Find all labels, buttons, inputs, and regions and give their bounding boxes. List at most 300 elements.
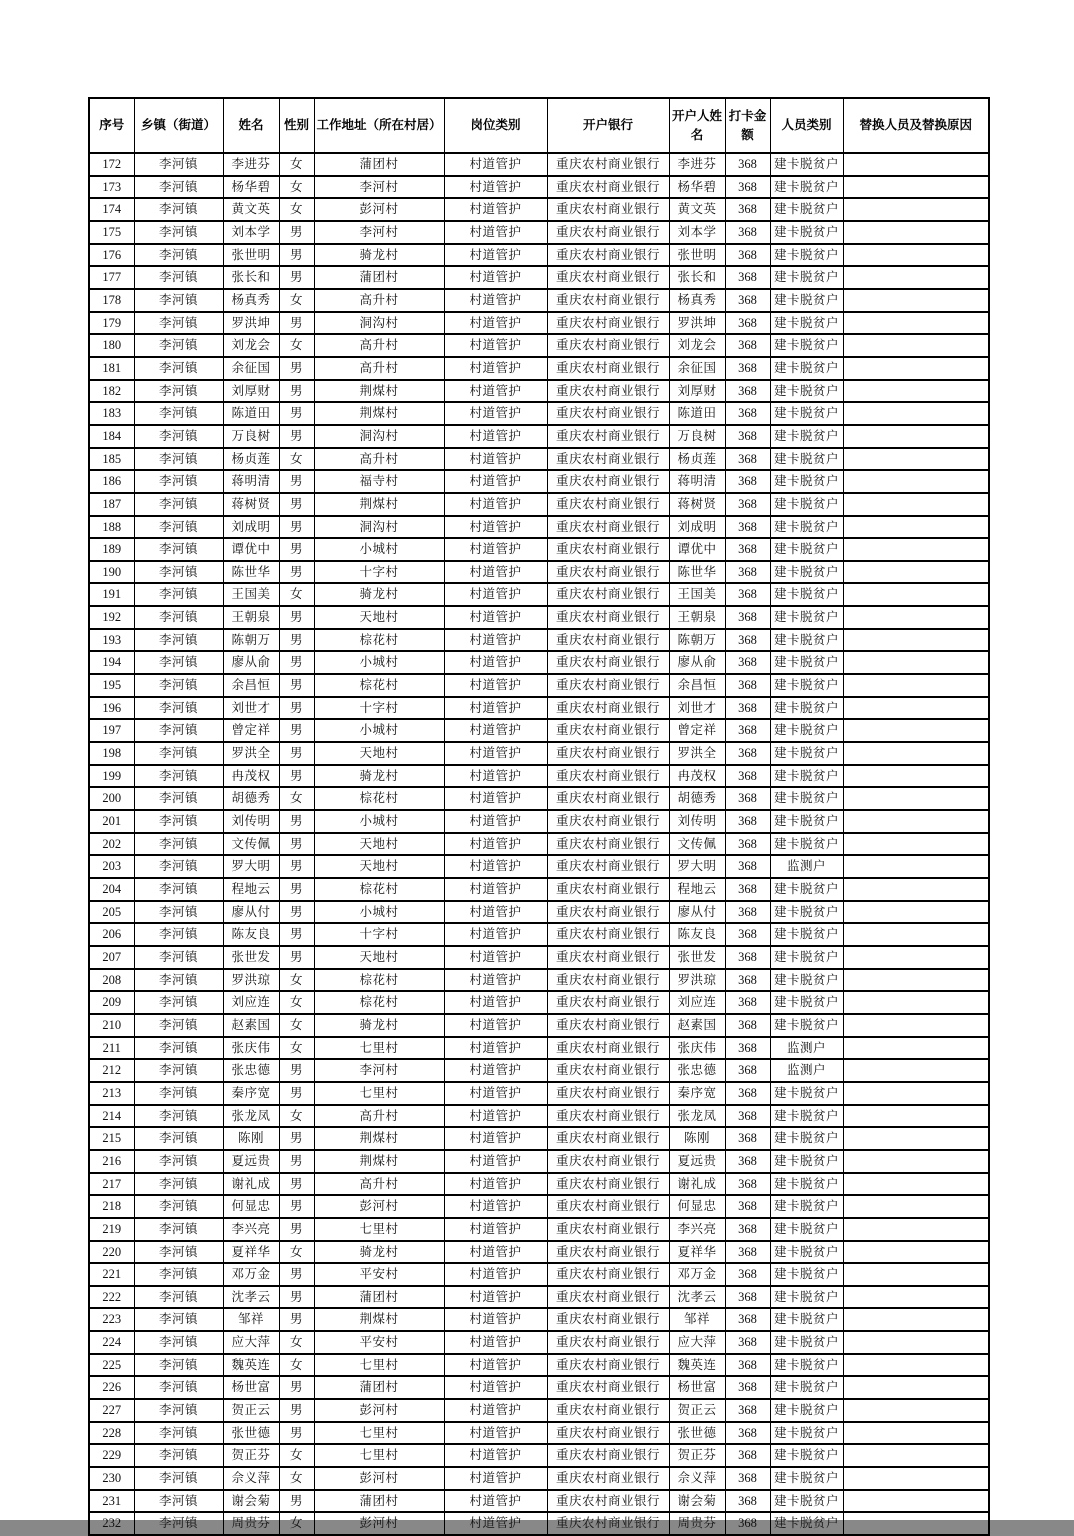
cell-village: 七里村 — [314, 1037, 444, 1060]
table-row — [89, 176, 989, 199]
cell-amount: 368 — [725, 516, 770, 539]
table-row — [89, 1037, 989, 1060]
cell-town: 李河镇 — [134, 1422, 223, 1445]
roster-table-grid — [88, 97, 990, 1536]
cell-bank: 重庆农村商业银行 — [547, 1014, 669, 1037]
cell-category: 建卡脱贫户 — [770, 697, 843, 720]
cell-town: 李河镇 — [134, 244, 223, 267]
table-row — [89, 1354, 989, 1377]
table-row — [89, 516, 989, 539]
cell-seq: 189 — [89, 538, 134, 561]
cell-village: 彭河村 — [314, 1512, 444, 1535]
cell-seq: 183 — [89, 402, 134, 425]
cell-gender: 男 — [279, 855, 314, 878]
table-row — [89, 946, 989, 969]
cell-name: 魏英连 — [223, 1354, 279, 1377]
cell-post-type: 村道管护 — [444, 1195, 547, 1218]
cell-seq: 215 — [89, 1127, 134, 1150]
cell-bank: 重庆农村商业银行 — [547, 1082, 669, 1105]
cell-town: 李河镇 — [134, 312, 223, 335]
table-row — [89, 1376, 989, 1399]
cell-town: 李河镇 — [134, 719, 223, 742]
cell-bank: 重庆农村商业银行 — [547, 1173, 669, 1196]
cell-village: 蒲团村 — [314, 153, 444, 176]
cell-post-type: 村道管护 — [444, 1444, 547, 1467]
cell-replacement — [843, 719, 989, 742]
cell-post-type: 村道管护 — [444, 1490, 547, 1513]
cell-account-name: 余昌恒 — [669, 674, 725, 697]
cell-bank: 重庆农村商业银行 — [547, 266, 669, 289]
cell-bank: 重庆农村商业银行 — [547, 1308, 669, 1331]
table-row — [89, 425, 989, 448]
cell-seq: 212 — [89, 1059, 134, 1082]
table-row — [89, 470, 989, 493]
cell-village: 荆煤村 — [314, 1150, 444, 1173]
table-row — [89, 1422, 989, 1445]
cell-bank: 重庆农村商业银行 — [547, 334, 669, 357]
cell-town: 李河镇 — [134, 923, 223, 946]
cell-post-type: 村道管护 — [444, 561, 547, 584]
cell-town: 李河镇 — [134, 855, 223, 878]
cell-seq: 197 — [89, 719, 134, 742]
cell-gender: 男 — [279, 493, 314, 516]
cell-name: 佘义萍 — [223, 1467, 279, 1490]
table-row — [89, 493, 989, 516]
table-row — [89, 583, 989, 606]
cell-post-type: 村道管护 — [444, 810, 547, 833]
cell-village: 平安村 — [314, 1331, 444, 1354]
cell-name: 秦序宽 — [223, 1082, 279, 1105]
cell-name: 应大萍 — [223, 1331, 279, 1354]
cell-amount: 368 — [725, 697, 770, 720]
cell-seq: 203 — [89, 855, 134, 878]
cell-replacement — [843, 266, 989, 289]
column-header-gender: 性别 — [279, 98, 314, 153]
table-row — [89, 674, 989, 697]
cell-account-name: 魏英连 — [669, 1354, 725, 1377]
cell-post-type: 村道管护 — [444, 923, 547, 946]
cell-town: 李河镇 — [134, 1376, 223, 1399]
cell-town: 李河镇 — [134, 606, 223, 629]
cell-village: 棕花村 — [314, 878, 444, 901]
cell-name: 周贵芬 — [223, 1512, 279, 1535]
cell-bank: 重庆农村商业银行 — [547, 1467, 669, 1490]
cell-bank: 重庆农村商业银行 — [547, 1444, 669, 1467]
cell-town: 李河镇 — [134, 969, 223, 992]
cell-seq: 210 — [89, 1014, 134, 1037]
cell-name: 王国美 — [223, 583, 279, 606]
cell-name: 王朝泉 — [223, 606, 279, 629]
cell-seq: 198 — [89, 742, 134, 765]
cell-amount: 368 — [725, 1331, 770, 1354]
cell-account-name: 贺正芬 — [669, 1444, 725, 1467]
cell-seq: 208 — [89, 969, 134, 992]
cell-name: 陈道田 — [223, 402, 279, 425]
cell-seq: 228 — [89, 1422, 134, 1445]
cell-post-type: 村道管护 — [444, 855, 547, 878]
cell-village: 骑龙村 — [314, 1241, 444, 1264]
cell-category: 建卡脱贫户 — [770, 651, 843, 674]
cell-village: 骑龙村 — [314, 244, 444, 267]
cell-replacement — [843, 787, 989, 810]
cell-gender: 男 — [279, 538, 314, 561]
cell-village: 天地村 — [314, 946, 444, 969]
table-row — [89, 1308, 989, 1331]
cell-category: 建卡脱贫户 — [770, 1241, 843, 1264]
cell-name: 刘应连 — [223, 991, 279, 1014]
cell-post-type: 村道管护 — [444, 787, 547, 810]
cell-village: 小城村 — [314, 810, 444, 833]
cell-bank: 重庆农村商业银行 — [547, 221, 669, 244]
cell-post-type: 村道管护 — [444, 606, 547, 629]
cell-amount: 368 — [725, 1173, 770, 1196]
cell-account-name: 李兴亮 — [669, 1218, 725, 1241]
cell-amount: 368 — [725, 198, 770, 221]
cell-post-type: 村道管护 — [444, 176, 547, 199]
cell-account-name: 胡德秀 — [669, 787, 725, 810]
cell-name: 杨贞莲 — [223, 448, 279, 471]
cell-seq: 179 — [89, 312, 134, 335]
cell-replacement — [843, 312, 989, 335]
roster-table-body — [89, 153, 989, 1535]
cell-gender: 男 — [279, 946, 314, 969]
cell-account-name: 杨真秀 — [669, 289, 725, 312]
cell-account-name: 罗洪全 — [669, 742, 725, 765]
cell-amount: 368 — [725, 380, 770, 403]
cell-gender: 男 — [279, 470, 314, 493]
cell-town: 李河镇 — [134, 1354, 223, 1377]
cell-gender: 男 — [279, 516, 314, 539]
table-row — [89, 923, 989, 946]
cell-amount: 368 — [725, 1037, 770, 1060]
table-row — [89, 1399, 989, 1422]
cell-account-name: 杨世富 — [669, 1376, 725, 1399]
cell-amount: 368 — [725, 1512, 770, 1535]
cell-amount: 368 — [725, 312, 770, 335]
cell-amount: 368 — [725, 493, 770, 516]
cell-gender: 男 — [279, 402, 314, 425]
cell-village: 荆煤村 — [314, 1127, 444, 1150]
cell-gender: 男 — [279, 901, 314, 924]
cell-village: 七里村 — [314, 1444, 444, 1467]
cell-account-name: 张世明 — [669, 244, 725, 267]
cell-post-type: 村道管护 — [444, 833, 547, 856]
cell-category: 建卡脱贫户 — [770, 833, 843, 856]
cell-village: 彭河村 — [314, 198, 444, 221]
cell-category: 建卡脱贫户 — [770, 810, 843, 833]
cell-town: 李河镇 — [134, 357, 223, 380]
cell-village: 高升村 — [314, 289, 444, 312]
cell-account-name: 刘成明 — [669, 516, 725, 539]
cell-seq: 186 — [89, 470, 134, 493]
table-row — [89, 1286, 989, 1309]
cell-amount: 368 — [725, 334, 770, 357]
cell-account-name: 谢会菊 — [669, 1490, 725, 1513]
cell-replacement — [843, 1512, 989, 1535]
column-header-account-name: 开户人姓名 — [669, 98, 725, 153]
cell-gender: 男 — [279, 674, 314, 697]
table-row — [89, 697, 989, 720]
cell-replacement — [843, 1173, 989, 1196]
cell-category: 建卡脱贫户 — [770, 1399, 843, 1422]
cell-post-type: 村道管护 — [444, 901, 547, 924]
table-row — [89, 1218, 989, 1241]
cell-town: 李河镇 — [134, 674, 223, 697]
cell-account-name: 曾定祥 — [669, 719, 725, 742]
table-row — [89, 357, 989, 380]
cell-account-name: 张庆伟 — [669, 1037, 725, 1060]
cell-gender: 女 — [279, 1331, 314, 1354]
cell-replacement — [843, 583, 989, 606]
cell-category: 建卡脱贫户 — [770, 719, 843, 742]
column-header-town: 乡镇（街道） — [134, 98, 223, 153]
cell-amount: 368 — [725, 1444, 770, 1467]
cell-account-name: 邹祥 — [669, 1308, 725, 1331]
cell-gender: 男 — [279, 1263, 314, 1286]
cell-name: 陈朝万 — [223, 629, 279, 652]
cell-amount: 368 — [725, 810, 770, 833]
cell-category: 建卡脱贫户 — [770, 357, 843, 380]
cell-bank: 重庆农村商业银行 — [547, 923, 669, 946]
cell-category: 建卡脱贫户 — [770, 1127, 843, 1150]
table-row — [89, 312, 989, 335]
cell-village: 蒲团村 — [314, 266, 444, 289]
column-header-bank: 开户银行 — [547, 98, 669, 153]
cell-town: 李河镇 — [134, 1241, 223, 1264]
cell-bank: 重庆农村商业银行 — [547, 448, 669, 471]
cell-post-type: 村道管护 — [444, 1422, 547, 1445]
cell-post-type: 村道管护 — [444, 289, 547, 312]
cell-village: 天地村 — [314, 606, 444, 629]
cell-name: 张世德 — [223, 1422, 279, 1445]
cell-seq: 214 — [89, 1105, 134, 1128]
cell-bank: 重庆农村商业银行 — [547, 833, 669, 856]
column-header-amount: 打卡金额 — [725, 98, 770, 153]
cell-category: 建卡脱贫户 — [770, 176, 843, 199]
cell-amount: 368 — [725, 470, 770, 493]
cell-amount: 368 — [725, 1399, 770, 1422]
cell-bank: 重庆农村商业银行 — [547, 787, 669, 810]
cell-seq: 207 — [89, 946, 134, 969]
cell-town: 李河镇 — [134, 1399, 223, 1422]
cell-post-type: 村道管护 — [444, 357, 547, 380]
cell-bank: 重庆农村商业银行 — [547, 1490, 669, 1513]
cell-town: 李河镇 — [134, 697, 223, 720]
cell-seq: 178 — [89, 289, 134, 312]
table-row — [89, 1014, 989, 1037]
cell-account-name: 张世德 — [669, 1422, 725, 1445]
cell-town: 李河镇 — [134, 1014, 223, 1037]
header-row — [89, 98, 989, 153]
cell-name: 陈刚 — [223, 1127, 279, 1150]
cell-replacement — [843, 1286, 989, 1309]
cell-bank: 重庆农村商业银行 — [547, 244, 669, 267]
cell-town: 李河镇 — [134, 1082, 223, 1105]
cell-post-type: 村道管护 — [444, 878, 547, 901]
cell-bank: 重庆农村商业银行 — [547, 470, 669, 493]
cell-category: 建卡脱贫户 — [770, 516, 843, 539]
cell-post-type: 村道管护 — [444, 244, 547, 267]
cell-account-name: 李进芬 — [669, 153, 725, 176]
cell-town: 李河镇 — [134, 1150, 223, 1173]
cell-bank: 重庆农村商业银行 — [547, 1422, 669, 1445]
cell-category: 建卡脱贫户 — [770, 878, 843, 901]
cell-post-type: 村道管护 — [444, 1105, 547, 1128]
cell-bank: 重庆农村商业银行 — [547, 583, 669, 606]
cell-town: 李河镇 — [134, 493, 223, 516]
cell-gender: 男 — [279, 697, 314, 720]
cell-bank: 重庆农村商业银行 — [547, 1512, 669, 1535]
cell-replacement — [843, 991, 989, 1014]
cell-account-name: 陈友良 — [669, 923, 725, 946]
cell-category: 建卡脱贫户 — [770, 1263, 843, 1286]
cell-village: 洞沟村 — [314, 425, 444, 448]
cell-amount: 368 — [725, 1241, 770, 1264]
cell-name: 邓万金 — [223, 1263, 279, 1286]
cell-amount: 368 — [725, 787, 770, 810]
table-row — [89, 1173, 989, 1196]
cell-town: 李河镇 — [134, 1286, 223, 1309]
cell-post-type: 村道管护 — [444, 1376, 547, 1399]
cell-replacement — [843, 380, 989, 403]
cell-bank: 重庆农村商业银行 — [547, 198, 669, 221]
cell-town: 李河镇 — [134, 1308, 223, 1331]
table-row — [89, 1512, 989, 1535]
cell-name: 杨华碧 — [223, 176, 279, 199]
cell-gender: 女 — [279, 1014, 314, 1037]
cell-replacement — [843, 176, 989, 199]
cell-post-type: 村道管护 — [444, 1173, 547, 1196]
cell-gender: 男 — [279, 1399, 314, 1422]
cell-category: 建卡脱贫户 — [770, 1082, 843, 1105]
cell-name: 张庆伟 — [223, 1037, 279, 1060]
cell-post-type: 村道管护 — [444, 470, 547, 493]
cell-seq: 222 — [89, 1286, 134, 1309]
cell-village: 李河村 — [314, 1059, 444, 1082]
table-row — [89, 402, 989, 425]
cell-gender: 女 — [279, 289, 314, 312]
cell-gender: 男 — [279, 380, 314, 403]
cell-village: 棕花村 — [314, 629, 444, 652]
cell-town: 李河镇 — [134, 1467, 223, 1490]
cell-replacement — [843, 516, 989, 539]
cell-post-type: 村道管护 — [444, 425, 547, 448]
cell-bank: 重庆农村商业银行 — [547, 1150, 669, 1173]
cell-post-type: 村道管护 — [444, 946, 547, 969]
cell-bank: 重庆农村商业银行 — [547, 674, 669, 697]
cell-category: 建卡脱贫户 — [770, 765, 843, 788]
cell-category: 建卡脱贫户 — [770, 448, 843, 471]
cell-post-type: 村道管护 — [444, 448, 547, 471]
cell-gender: 女 — [279, 1444, 314, 1467]
cell-gender: 男 — [279, 765, 314, 788]
cell-amount: 368 — [725, 1263, 770, 1286]
table-row — [89, 289, 989, 312]
cell-town: 李河镇 — [134, 516, 223, 539]
cell-seq: 218 — [89, 1195, 134, 1218]
cell-amount: 368 — [725, 583, 770, 606]
cell-name: 张龙凤 — [223, 1105, 279, 1128]
cell-name: 曾定祥 — [223, 719, 279, 742]
cell-bank: 重庆农村商业银行 — [547, 991, 669, 1014]
cell-seq: 219 — [89, 1218, 134, 1241]
cell-category: 建卡脱贫户 — [770, 1422, 843, 1445]
cell-account-name: 张忠德 — [669, 1059, 725, 1082]
cell-amount: 368 — [725, 629, 770, 652]
table-row — [89, 561, 989, 584]
cell-category: 建卡脱贫户 — [770, 221, 843, 244]
cell-amount: 368 — [725, 1105, 770, 1128]
cell-town: 李河镇 — [134, 561, 223, 584]
cell-town: 李河镇 — [134, 991, 223, 1014]
table-row — [89, 855, 989, 878]
cell-town: 李河镇 — [134, 538, 223, 561]
cell-town: 李河镇 — [134, 787, 223, 810]
cell-name: 夏远贵 — [223, 1150, 279, 1173]
cell-account-name: 黄文英 — [669, 198, 725, 221]
cell-town: 李河镇 — [134, 470, 223, 493]
cell-gender: 女 — [279, 1354, 314, 1377]
cell-name: 罗洪全 — [223, 742, 279, 765]
cell-amount: 368 — [725, 765, 770, 788]
column-header-village: 工作地址（所在村居） — [314, 98, 444, 153]
cell-bank: 重庆农村商业银行 — [547, 606, 669, 629]
cell-village: 荆煤村 — [314, 380, 444, 403]
cell-account-name: 杨贞莲 — [669, 448, 725, 471]
table-row — [89, 629, 989, 652]
cell-post-type: 村道管护 — [444, 221, 547, 244]
cell-town: 李河镇 — [134, 402, 223, 425]
cell-account-name: 廖从付 — [669, 901, 725, 924]
cell-replacement — [843, 221, 989, 244]
cell-bank: 重庆农村商业银行 — [547, 1105, 669, 1128]
cell-replacement — [843, 765, 989, 788]
cell-replacement — [843, 1399, 989, 1422]
cell-name: 杨真秀 — [223, 289, 279, 312]
cell-seq: 200 — [89, 787, 134, 810]
cell-village: 荆煤村 — [314, 493, 444, 516]
cell-account-name: 余征国 — [669, 357, 725, 380]
cell-town: 李河镇 — [134, 833, 223, 856]
cell-account-name: 谭优中 — [669, 538, 725, 561]
cell-seq: 231 — [89, 1490, 134, 1513]
cell-seq: 226 — [89, 1376, 134, 1399]
cell-gender: 男 — [279, 629, 314, 652]
cell-seq: 192 — [89, 606, 134, 629]
cell-name: 贺正芬 — [223, 1444, 279, 1467]
cell-town: 李河镇 — [134, 1263, 223, 1286]
cell-bank: 重庆农村商业银行 — [547, 1399, 669, 1422]
column-header-category: 人员类别 — [770, 98, 843, 153]
cell-post-type: 村道管护 — [444, 674, 547, 697]
cell-account-name: 刘传明 — [669, 810, 725, 833]
cell-account-name: 邓万金 — [669, 1263, 725, 1286]
cell-village: 荆煤村 — [314, 402, 444, 425]
cell-replacement — [843, 561, 989, 584]
cell-category: 建卡脱贫户 — [770, 1173, 843, 1196]
cell-village: 高升村 — [314, 1173, 444, 1196]
cell-name: 贺正云 — [223, 1399, 279, 1422]
cell-gender: 男 — [279, 833, 314, 856]
cell-replacement — [843, 1263, 989, 1286]
cell-amount: 368 — [725, 176, 770, 199]
cell-category: 监测户 — [770, 1037, 843, 1060]
cell-amount: 368 — [725, 1082, 770, 1105]
cell-name: 赵素国 — [223, 1014, 279, 1037]
cell-gender: 男 — [279, 244, 314, 267]
cell-bank: 重庆农村商业银行 — [547, 425, 669, 448]
cell-post-type: 村道管护 — [444, 380, 547, 403]
